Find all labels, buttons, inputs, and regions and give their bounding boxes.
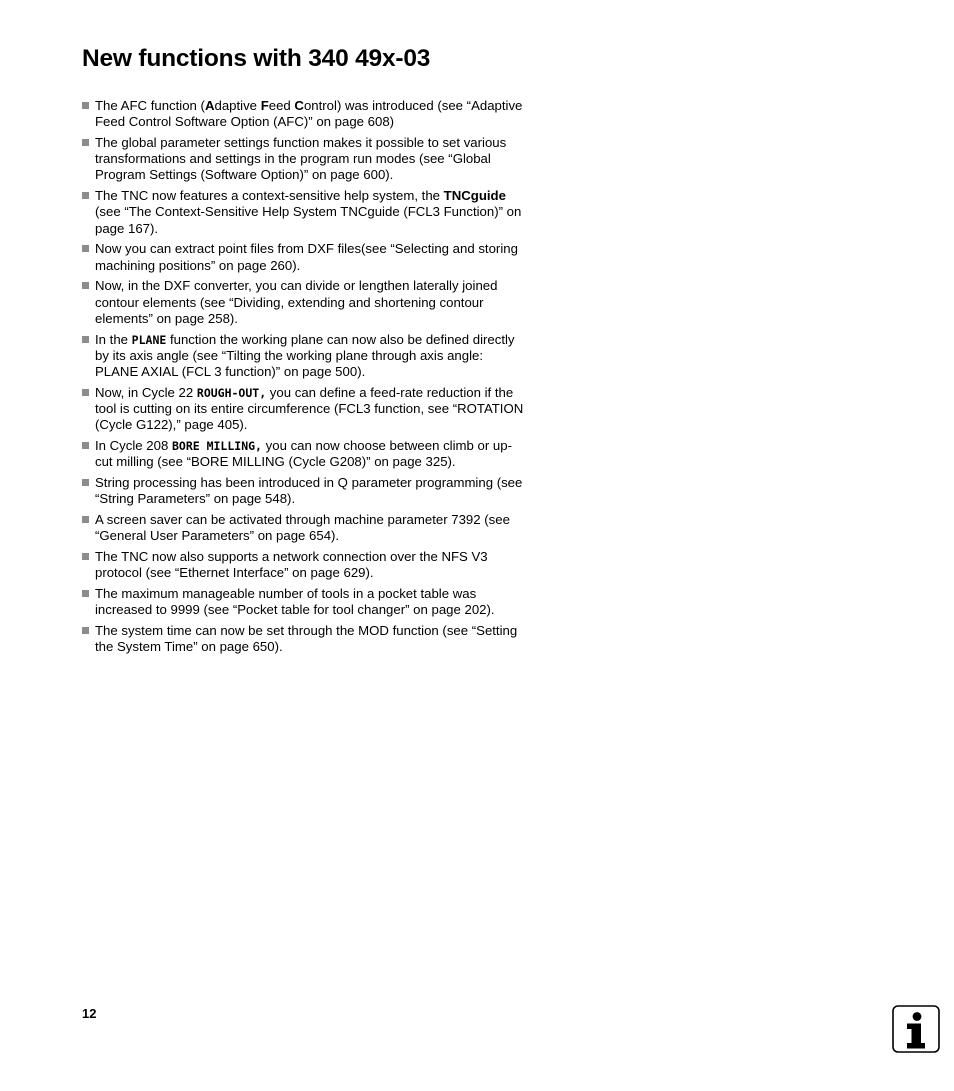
item-text: eed <box>268 98 295 113</box>
bullet-square-icon <box>82 479 89 486</box>
list-item <box>82 188 527 237</box>
item-bold: TNCguide <box>443 188 506 204</box>
item-text: The AFC function ( <box>95 98 205 113</box>
item-text: you can define a feed-rate reduction if the tool is cutting on its entire circumference (FCL3 function, see “ROTATION (Cycle G122),” page 405). <box>95 384 524 433</box>
list-item <box>82 332 527 381</box>
item-code: BORE MILLING, <box>171 439 262 454</box>
list-item <box>82 278 527 327</box>
bullet-square-icon <box>82 516 89 523</box>
bullet-square-icon <box>82 553 89 560</box>
item-text: The global parameter settings function makes it possible to set various transformations and settings in the program run modes (see “Global Program Settings (Software Option)” on page 600). <box>95 135 507 183</box>
bullet-square-icon <box>82 627 89 634</box>
item-text: you can now choose between climb or up-cut milling (see “BORE MILLING (Cycle G208)” on page 325). <box>95 438 512 470</box>
list-item <box>82 512 527 544</box>
bullet-square-icon <box>82 336 89 343</box>
bullet-square-icon <box>82 192 89 199</box>
item-text: ontrol) was introduced (see “Adaptive Feed Control Software Option (AFC)” on page 608) <box>95 98 523 130</box>
list-item <box>82 135 527 184</box>
item-text: (see “The Context-Sensitive Help System TNCguide (FCL3 Function)” on page 167). <box>95 204 522 236</box>
item-text: Now, in Cycle 22 <box>95 384 197 400</box>
item-text: The maximum manageable number of tools in a pocket table was increased to 9999 (see “Pocket table for tool changer” on page 202). <box>95 586 495 618</box>
list-item <box>82 549 527 581</box>
list-item <box>82 385 527 434</box>
item-text: The TNC now features a context-sensitive help system, the <box>95 188 444 204</box>
bullet-square-icon <box>82 590 89 597</box>
item-text: In the <box>95 331 132 347</box>
list-item <box>82 241 527 273</box>
item-text: daptive <box>214 98 261 113</box>
item-bold: A <box>204 98 215 113</box>
page-number: 12 <box>82 1006 97 1021</box>
feature-list <box>82 98 527 660</box>
item-text: String processing has been introduced in Q parameter programming (see “String Parameters” on page 548). <box>95 475 523 507</box>
bullet-square-icon <box>82 245 89 252</box>
item-text: The TNC now also supports a network connection over the NFS V3 protocol (see “Ethernet Interface” on page 629). <box>95 549 488 581</box>
list-item <box>82 586 527 618</box>
bullet-square-icon <box>82 442 89 449</box>
list-item <box>82 438 527 470</box>
bullet-square-icon <box>82 389 89 396</box>
info-icon <box>892 1005 940 1053</box>
item-text: The system time can now be set through the MOD function (see “Setting the System Time” on page 650). <box>95 623 518 655</box>
page-title: New functions with 340 49x-03 <box>82 45 431 72</box>
item-bold: C <box>294 98 304 113</box>
item-text: Now, in the DXF converter, you can divide or lengthen laterally joined contour elements (see “Dividing, extending and shortening contour elements” on page 258). <box>95 278 498 326</box>
bullet-square-icon <box>82 282 89 289</box>
item-text: Now you can extract point files from DXF files(see “Selecting and storing machining positions” on page 260). <box>95 241 518 273</box>
list-item <box>82 623 527 655</box>
item-code: PLANE <box>131 332 167 347</box>
list-item <box>82 475 527 507</box>
item-code: ROUGH-OUT, <box>196 385 267 400</box>
item-text: In Cycle 208 <box>95 438 172 454</box>
bullet-square-icon <box>82 102 89 109</box>
item-bold: F <box>260 98 269 113</box>
list-item <box>82 98 527 130</box>
item-text: function the working plane can now also be defined directly by its axis angle (see “Tilting the working plane through axis angle: PLANE AXIAL (FCL 3 function)” on page 500). <box>95 331 515 380</box>
item-text: A screen saver can be activated through machine parameter 7392 (see “General User Parameters” on page 654). <box>95 512 510 544</box>
bullet-square-icon <box>82 139 89 146</box>
